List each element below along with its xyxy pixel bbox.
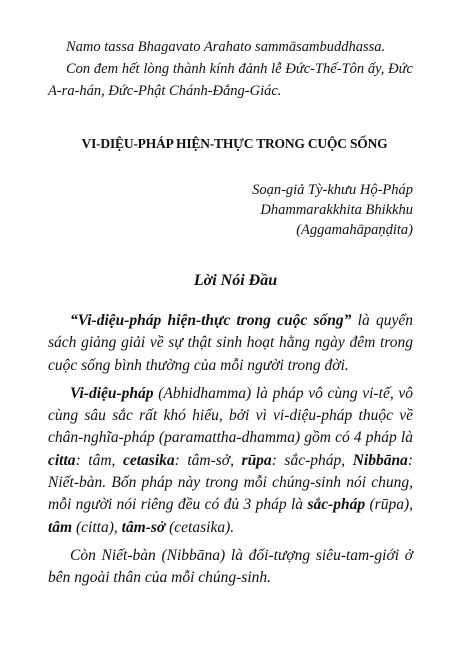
paragraph-2 [48, 383, 413, 539]
homage-section [48, 36, 413, 102]
paragraph-2-text: (Abhidhamma) là pháp vô cùng vi-tế, vô cùng sâu sắc rất khó hiểu, bởi vì vi-diệu-pháp thuộc về chân-nghĩa-pháp (paramattha-dhamma) gồm có 4 pháp là [48, 384, 413, 447]
term-tam: tâm [48, 518, 73, 536]
paragraph-2-text: : sắc-pháp, [271, 451, 353, 469]
paragraph-3: Còn Niết-bàn (Nibbāna) là đối-tượng siêu-tam-giới ở bên ngoài thân của mỗi chúng-sinh. [48, 546, 413, 587]
author-line-1: Soạn-giả Tỳ-khưu Hộ-Pháp [252, 182, 413, 198]
preface-body [48, 310, 413, 590]
preface-heading: Lời Nói Đầu [193, 272, 278, 289]
book-title: VI-DIỆU-PHÁP HIỆN-THỰC TRONG CUỘC SỐNG [81, 136, 388, 151]
document-page [48, 36, 413, 596]
term-tam-so: tâm-sở [121, 518, 166, 536]
paragraph-2-text: (rūpa), [365, 496, 414, 514]
term-cetasika: cetasika [122, 451, 175, 469]
author-line-2: Dhammarakkhita Bhikkhu [260, 202, 413, 218]
paragraph-2-text: : tâm-sở, [174, 451, 242, 469]
term-vi-dieu-phap: Vi-diệu-pháp [70, 384, 154, 402]
homage-vietnamese-line: Con đem hết lòng thành kính đảnh lễ Đức-Thế-Tôn ấy, Đức A-ra-hán, Đức-Phật Chánh-Đẳng-Giác. [48, 61, 413, 99]
homage-pali-line: Namo tassa Bhagavato Arahato sammāsambuddhassa. [66, 39, 386, 55]
book-title-quote: “Vi-diệu-pháp hiện-thực trong cuộc sống” [70, 312, 352, 329]
paragraph-2-text: : Niết-bàn. Bốn pháp này trong mỗi chúng-sinh nói chung, mỗi người nói riêng đều có đủ 3 pháp là [48, 451, 413, 514]
term-sac-phap: sắc-pháp [307, 496, 366, 514]
author-line-3: (Aggamahāpaṇḍita) [296, 222, 413, 238]
paragraph-2-text: (cetasika). [165, 518, 235, 536]
term-nibbana: Nibbāna [352, 451, 408, 469]
term-rupa: rūpa [241, 451, 272, 469]
paragraph-1 [48, 310, 413, 377]
paragraph-1-text: là quyển sách giảng giải về sự thật sinh hoạt hằng ngày đêm trong cuộc sống bình thường của mỗi người trong đời. [48, 312, 413, 374]
author-block [48, 180, 413, 240]
term-citta: citta [48, 451, 76, 469]
paragraph-2-text: (citta), [72, 518, 122, 536]
paragraph-2-text: : tâm, [75, 451, 123, 469]
